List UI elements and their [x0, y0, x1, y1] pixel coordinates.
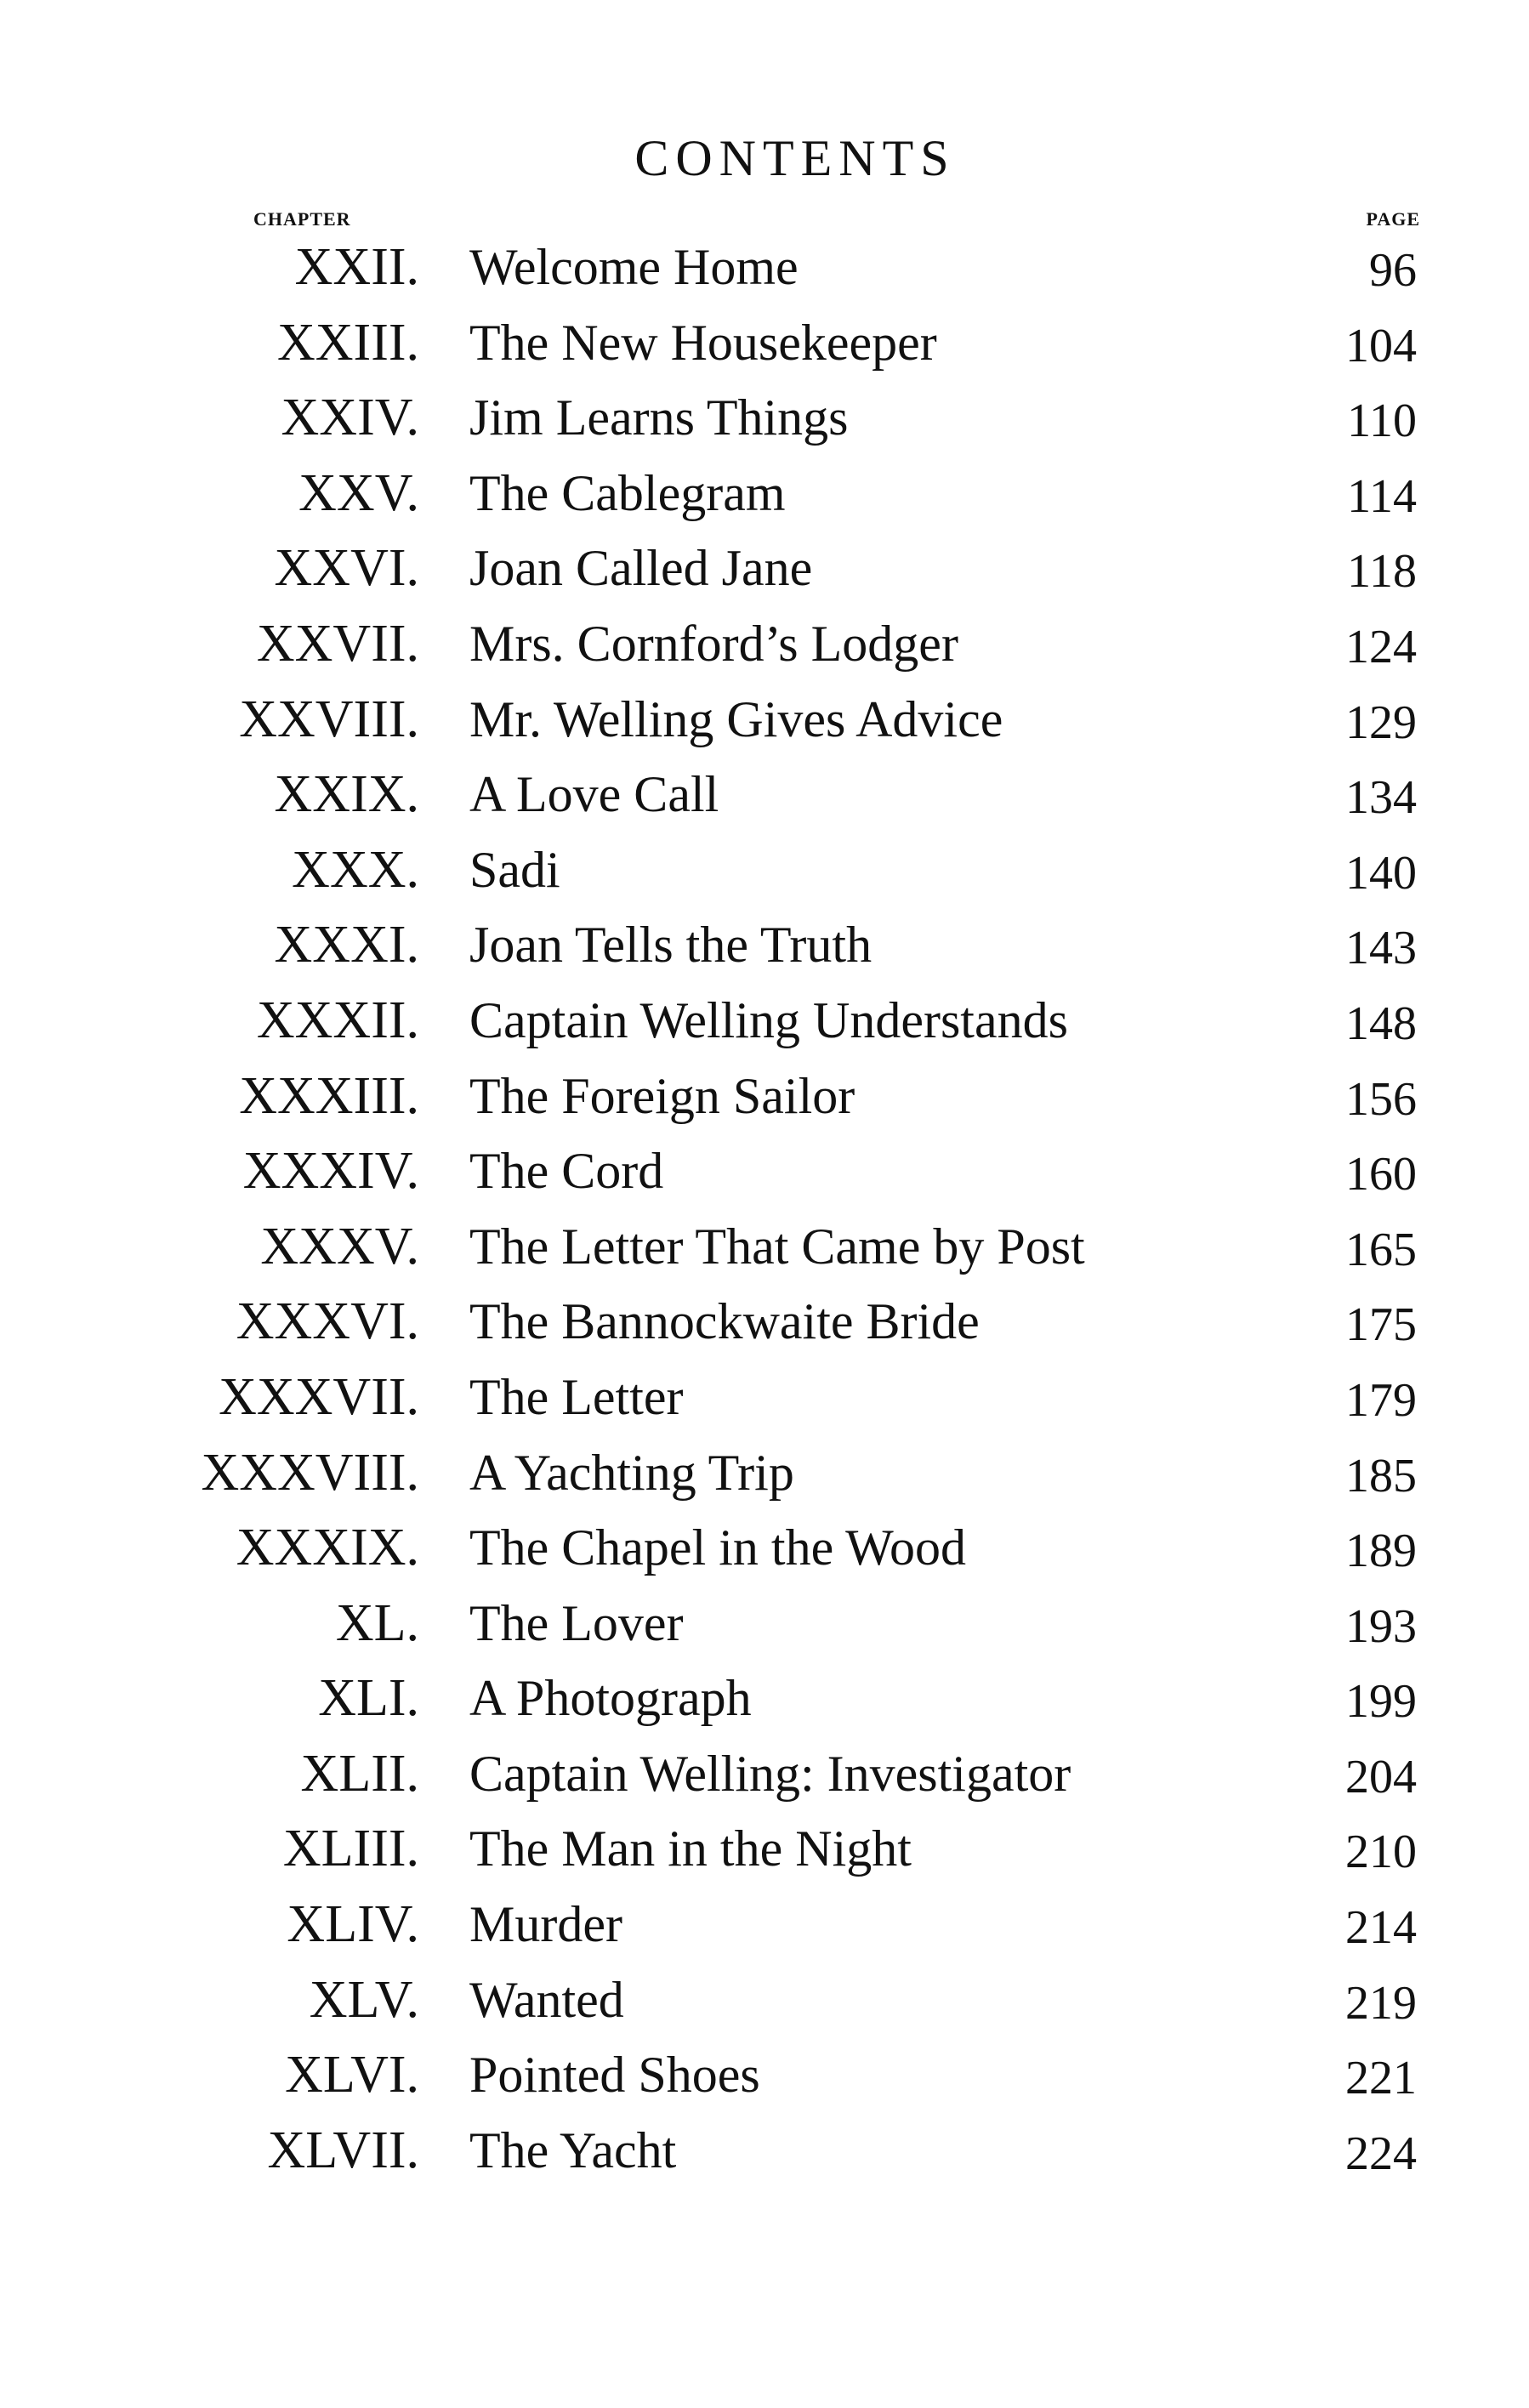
page-number: 160 [1345, 1148, 1417, 1201]
chapter-title: Mr. Welling Gives Advice [469, 690, 1003, 747]
contents-row [0, 1133, 1529, 1209]
page-number: 214 [1345, 1901, 1417, 1955]
chapter-title: Jim Learns Things [469, 389, 849, 446]
chapter-number: XXII. [294, 238, 419, 296]
page-title: CONTENTS [634, 130, 956, 186]
chapter-title: A Love Call [469, 766, 719, 823]
contents-row [0, 1284, 1529, 1360]
chapter-number: XXV. [298, 463, 419, 522]
page-number: 110 [1347, 395, 1417, 448]
contents-row [0, 757, 1529, 832]
page-number: 185 [1345, 1449, 1417, 1502]
chapter-number: XXIV. [281, 389, 419, 447]
page-number: 156 [1345, 1072, 1417, 1126]
page-number: 199 [1345, 1675, 1417, 1729]
page-number: 175 [1345, 1298, 1417, 1352]
chapter-number: XXXII. [256, 991, 419, 1049]
contents-row [0, 1811, 1529, 1887]
contents-row [0, 531, 1529, 606]
contents-row [0, 682, 1529, 758]
chapter-number: XXXI. [274, 916, 419, 974]
chapter-number: XXXIX. [236, 1519, 419, 1577]
contents-list [0, 230, 1529, 2188]
chapter-number: XXIII. [277, 313, 419, 372]
page-number: 118 [1347, 545, 1417, 599]
chapter-number: XXX. [292, 840, 419, 899]
contents-row [0, 1059, 1529, 1134]
chapter-number: XLV. [309, 1970, 419, 2029]
chapter-number: XLIII. [282, 1820, 419, 1878]
contents-row [0, 1661, 1529, 1736]
page-number: 104 [1345, 319, 1417, 372]
page-number: 210 [1345, 1826, 1417, 1879]
contents-row [0, 1209, 1529, 1285]
chapter-number: XXVII. [256, 614, 419, 673]
contents-row [0, 1736, 1529, 1812]
page-number: 219 [1345, 1976, 1417, 2030]
chapter-number: XLVII. [267, 2121, 419, 2179]
contents-row [0, 983, 1529, 1059]
chapter-title: Murder [469, 1896, 622, 1953]
chapter-number: XL. [335, 1593, 419, 1652]
contents-row [0, 2037, 1529, 2113]
chapter-number: XXVIII. [239, 690, 419, 748]
chapter-title: The Letter That Came by Post [469, 1218, 1085, 1275]
contents-row [0, 1435, 1529, 1511]
chapter-number: XLII. [300, 1744, 419, 1803]
contents-row [0, 1586, 1529, 1661]
chapter-title: Joan Called Jane [469, 540, 813, 597]
page-number: 221 [1345, 2052, 1417, 2105]
contents-row [0, 1962, 1529, 2038]
chapter-title: The Letter [469, 1368, 684, 1425]
page-number: 140 [1345, 846, 1417, 900]
chapter-title: Wanted [469, 1971, 624, 2028]
chapter-title: The Cord [469, 1143, 664, 1200]
chapter-title: The New Housekeeper [469, 314, 937, 371]
chapter-number: XXXIII. [239, 1066, 419, 1125]
page-number: 224 [1345, 2127, 1417, 2180]
chapter-title: Mrs. Cornford’s Lodger [469, 615, 958, 672]
page-number: 204 [1345, 1750, 1417, 1803]
chapter-number: XXXV. [260, 1217, 419, 1275]
page-number: 96 [1369, 244, 1417, 297]
chapter-title: Joan Tells the Truth [469, 917, 872, 974]
contents-row [0, 1360, 1529, 1435]
chapter-title: Captain Welling: Investigator [469, 1745, 1071, 1802]
contents-row [0, 907, 1529, 983]
chapter-title: The Cablegram [469, 464, 786, 521]
contents-row [0, 380, 1529, 456]
page-column-header: PAGE [1366, 208, 1420, 230]
chapter-number: XLIV. [287, 1895, 419, 1954]
contents-row [0, 305, 1529, 381]
chapter-title: The Chapel in the Wood [469, 1519, 966, 1576]
chapter-number: XXXIV. [242, 1142, 419, 1201]
chapter-title: The Man in the Night [469, 1820, 912, 1877]
contents-row [0, 1510, 1529, 1586]
chapter-title: Pointed Shoes [469, 2047, 760, 2104]
chapter-title: Sadi [469, 841, 560, 898]
contents-row [0, 1887, 1529, 1962]
page-number: 148 [1345, 997, 1417, 1050]
chapter-title: A Yachting Trip [469, 1444, 794, 1501]
page-number: 134 [1345, 771, 1417, 825]
chapter-number: XXXVI. [236, 1292, 419, 1351]
page-number: 193 [1345, 1599, 1417, 1653]
page-number: 165 [1345, 1223, 1417, 1276]
contents-row [0, 230, 1529, 305]
chapter-title: The Lover [469, 1594, 684, 1651]
contents-row [0, 606, 1529, 682]
chapter-title: The Yacht [469, 2121, 677, 2178]
chapter-number: XLVI. [285, 2046, 419, 2104]
chapter-number: XXXVIII. [201, 1443, 419, 1502]
chapter-title: Welcome Home [469, 239, 799, 295]
contents-row [0, 832, 1529, 908]
page-number: 129 [1345, 696, 1417, 749]
chapter-title: A Photograph [469, 1670, 752, 1727]
chapter-column-header: CHAPTER [253, 208, 351, 230]
page-number: 143 [1345, 922, 1417, 975]
chapter-number: XXVI. [274, 539, 419, 598]
page-number: 179 [1345, 1373, 1417, 1427]
chapter-title: The Bannockwaite Bride [469, 1293, 980, 1350]
chapter-number: XLI. [318, 1669, 419, 1728]
page-number: 114 [1347, 469, 1417, 523]
page-number: 124 [1345, 620, 1417, 673]
chapter-number: XXIX. [274, 765, 419, 824]
contents-row [0, 456, 1529, 531]
chapter-title: The Foreign Sailor [469, 1067, 855, 1124]
contents-row [0, 2113, 1529, 2189]
chapter-number: XXXVII. [219, 1367, 419, 1426]
page-number: 189 [1345, 1525, 1417, 1578]
chapter-title: Captain Welling Understands [469, 991, 1068, 1048]
